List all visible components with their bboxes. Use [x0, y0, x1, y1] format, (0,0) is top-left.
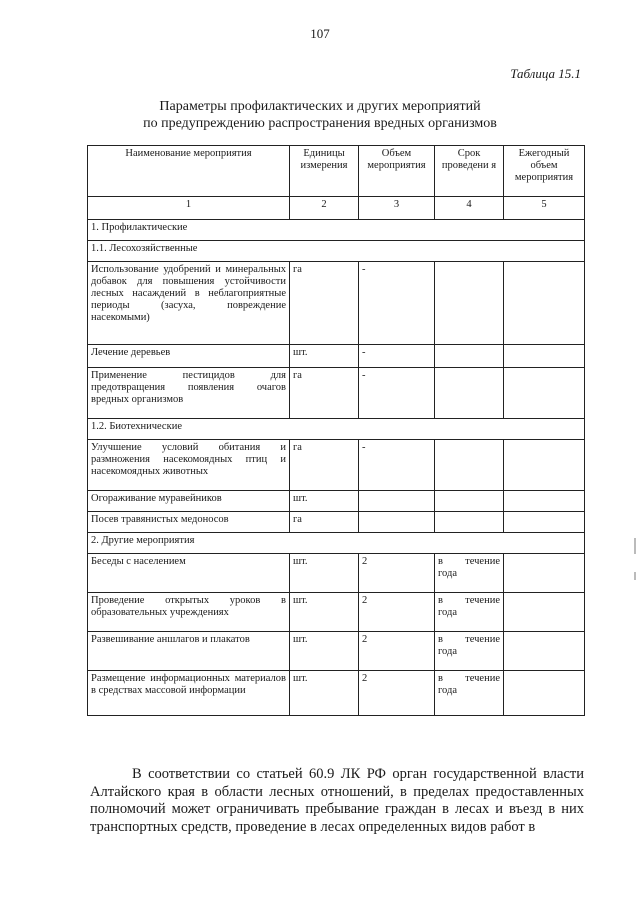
- scan-edge-mark: [634, 572, 636, 580]
- table-row: [88, 491, 585, 512]
- table-row: [88, 345, 585, 368]
- header-term: Срок проведени я: [435, 146, 504, 197]
- measure-term: в течение года: [435, 593, 504, 632]
- table-caption: Таблица 15.1: [510, 66, 581, 81]
- table-row: [88, 512, 585, 533]
- section-row: [88, 220, 585, 241]
- measure-term: [435, 440, 504, 491]
- measure-unit: га: [290, 262, 359, 345]
- measure-volume: -: [359, 368, 435, 419]
- table-row: [88, 440, 585, 491]
- page-number: 107: [310, 26, 330, 41]
- measure-term: [435, 345, 504, 368]
- measure-name: Применение пестицидов для предотвращения появления очагов вредных организмов: [88, 368, 290, 419]
- section-row: [88, 241, 585, 262]
- measure-term: [435, 262, 504, 345]
- measure-unit: га: [290, 440, 359, 491]
- measure-name: Проведение открытых уроков в образовательных учреждениях: [88, 593, 290, 632]
- measure-annual: [504, 345, 585, 368]
- section-title: 1.1. Лесохозяйственные: [88, 241, 585, 262]
- measure-name: Лечение деревьев: [88, 345, 290, 368]
- measure-name: Использование удобрений и минеральных добавок для повышения устойчивости лесных насаждений в неблагоприятные периоды (засуха, повреждение насекомыми): [88, 262, 290, 345]
- measure-term: [435, 368, 504, 419]
- measure-annual: [504, 262, 585, 345]
- measure-unit: шт.: [290, 554, 359, 593]
- measure-volume: 2: [359, 554, 435, 593]
- document-title: [0, 98, 640, 132]
- header-volume: Объем мероприятия: [359, 146, 435, 197]
- column-number: 4: [435, 197, 504, 220]
- measure-name: Огораживание муравейников: [88, 491, 290, 512]
- section-title: 2. Другие мероприятия: [88, 533, 585, 554]
- measure-volume: -: [359, 345, 435, 368]
- measure-volume: -: [359, 262, 435, 345]
- measure-unit: шт.: [290, 491, 359, 512]
- measure-unit: га: [290, 368, 359, 419]
- measure-term: в течение года: [435, 554, 504, 593]
- measure-annual: [504, 632, 585, 671]
- measure-annual: [504, 512, 585, 533]
- measure-annual: [504, 491, 585, 512]
- measure-unit: га: [290, 512, 359, 533]
- body-text: В соответствии со статьей 60.9 ЛК РФ орган государственной власти Алтайского края в области лесных отношений, в пределах предоставленных полномочий может ограничивать пребывание граждан в лесах и въезд в них транспортных средств, проведение в лесах определенных видов работ в: [90, 766, 584, 835]
- measure-annual: [504, 593, 585, 632]
- table-row: [88, 554, 585, 593]
- measure-annual: [504, 671, 585, 716]
- measure-term: в течение года: [435, 671, 504, 716]
- measure-volume: 2: [359, 593, 435, 632]
- measure-annual: [504, 554, 585, 593]
- measure-name: Улучшение условий обитания и размножения насекомоядных птиц и насекомоядных животных: [88, 440, 290, 491]
- table-row: [88, 671, 585, 716]
- measure-unit: шт.: [290, 671, 359, 716]
- measure-unit: шт.: [290, 632, 359, 671]
- measure-volume: 2: [359, 632, 435, 671]
- table-row: [88, 262, 585, 345]
- table-row: [88, 632, 585, 671]
- table-row: [88, 368, 585, 419]
- measure-term: в течение года: [435, 632, 504, 671]
- measure-name: Беседы с населением: [88, 554, 290, 593]
- measure-volume: -: [359, 440, 435, 491]
- section-row: [88, 419, 585, 440]
- column-number: 2: [290, 197, 359, 220]
- column-number: 3: [359, 197, 435, 220]
- section-title: 1.2. Биотехнические: [88, 419, 585, 440]
- column-number-row: [88, 197, 585, 220]
- measures-table: [87, 145, 585, 716]
- title-line-1: Параметры профилактических и других мероприятий: [159, 99, 481, 114]
- measure-annual: [504, 440, 585, 491]
- measure-unit: шт.: [290, 593, 359, 632]
- title-line-2: по предупреждению распространения вредных организмов: [143, 116, 497, 131]
- measure-annual: [504, 368, 585, 419]
- measure-volume: [359, 512, 435, 533]
- header-annual: Ежегодный объем мероприятия: [504, 146, 585, 197]
- section-title: 1. Профилактические: [88, 220, 585, 241]
- table-header-row: [88, 146, 585, 197]
- scan-edge-mark: [634, 538, 636, 554]
- measure-name: Размещение информационных материалов в средствах массовой информации: [88, 671, 290, 716]
- section-row: [88, 533, 585, 554]
- measure-volume: 2: [359, 671, 435, 716]
- measure-term: [435, 491, 504, 512]
- header-name: Наименование мероприятия: [88, 146, 290, 197]
- measure-volume: [359, 491, 435, 512]
- column-number: 5: [504, 197, 585, 220]
- table-row: [88, 593, 585, 632]
- header-unit: Единицы измерения: [290, 146, 359, 197]
- column-number: 1: [88, 197, 290, 220]
- measure-unit: шт.: [290, 345, 359, 368]
- measure-name: Развешивание аншлагов и плакатов: [88, 632, 290, 671]
- measure-name: Посев травянистых медоносов: [88, 512, 290, 533]
- body-paragraph: [90, 766, 584, 836]
- measure-term: [435, 512, 504, 533]
